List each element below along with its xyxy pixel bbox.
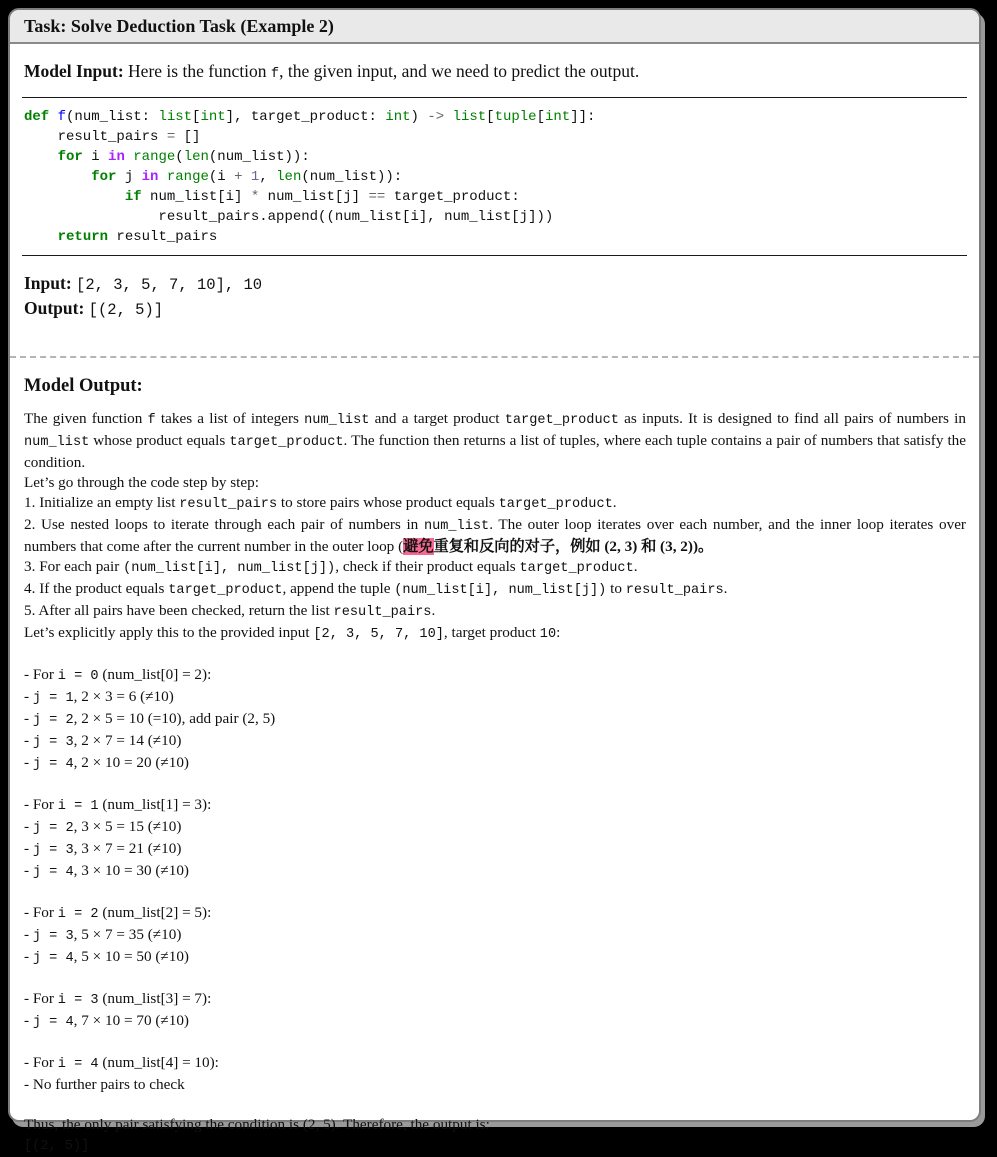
io-section [24,272,965,322]
model-input-line [24,61,965,82]
output-text-line: [(2, 5)] [24,1139,90,1154]
code-line: for i in range(len(num_list)): [57,149,310,165]
task-card [8,8,981,1154]
output-text-line: 3. For each pair (num_list[i], num_list[j]), check if their product equals target_product. [24,558,638,576]
output-text-line: - j = 2, 2 × 5 = 10 (=10), add pair (2, 5) [24,710,276,728]
code-line: return result_pairs [57,229,218,245]
model-output-body [24,409,966,1157]
output-text-line: - j = 4, 3 × 10 = 30 (≠10) [24,862,189,880]
output-text-line: Let’s explicitly apply this to the provided input [2, 3, 5, 7, 10], target product 10: [24,624,561,642]
blank-line [24,775,966,795]
blank-line [24,969,966,989]
output-text-line: - For i = 2 (num_list[2] = 5): [24,904,212,922]
code-line: result_pairs = [] [24,129,201,145]
output-text-line: - j = 4, 5 × 10 = 50 (≠10) [24,948,189,966]
output-label: Output: [24,298,85,318]
code-line: def f(num_list: list[int], target_product: int) -> list[tuple[int]]: [24,109,596,125]
output-text-line: - j = 4, 7 × 10 = 70 (≠10) [24,1012,189,1030]
code-line: result_pairs.append((num_list[i], num_list[j])) [24,209,554,225]
output-text-line: - For i = 0 (num_list[0] = 2): [24,666,212,684]
model-input-text: Here is the function f, the given input, and we need to predict the output. [123,61,640,82]
task-title: Task: Solve Deduction Task (Example 2) [24,16,334,36]
output-text-line: - j = 1, 2 × 3 = 6 (≠10) [24,688,174,706]
blank-line [24,645,966,665]
model-input-label: Model Input: [24,61,124,81]
task-title-bar [10,10,979,44]
code-line: for j in range(i + 1, len(num_list)): [91,169,403,185]
code-block [10,98,979,255]
output-text-line: 5. After all pairs have been checked, return the list result_pairs. [24,602,436,620]
dashed-separator [10,356,979,358]
output-text-line: - j = 2, 3 × 5 = 15 (≠10) [24,818,182,836]
input-value: [2, 3, 5, 7, 10], 10 [76,276,263,294]
card-body [10,61,979,1157]
blank-line [24,1095,966,1115]
code-bottom-rule [22,255,967,256]
output-text-line: - No further pairs to check [24,1076,185,1093]
output-text-line: The given function f takes a list of integers num_list and a target product target_product as inputs. It is designed to find all pairs of numbers in num_list whose product equals target_product. The function then returns a list of tuples, where each tuple contains a pair of numbers that satisfy the condition. [24,410,967,471]
output-text-line: - For i = 4 (num_list[4] = 10): [24,1054,219,1072]
input-line [24,272,965,297]
input-label: Input: [24,273,72,293]
blank-line [24,883,966,903]
code-line: if num_list[i] * num_list[j] == target_product: [124,189,520,205]
output-text-line: - For i = 1 (num_list[1] = 3): [24,796,212,814]
output-text-line: - j = 3, 5 × 7 = 35 (≠10) [24,926,182,944]
output-text-line: 2. Use nested loops to iterate through each pair of numbers in num_list. The outer loop iterates over each number, and the inner loop iterates over numbers that come after the current number in the outer loop (避免重复和反向的对子，例如 (2, 3) 和 (3, 2))。 [24,516,966,555]
output-text-line: 1. Initialize an empty list result_pairs to store pairs whose product equals target_product. [24,494,617,512]
output-value: [(2, 5)] [88,301,164,319]
output-line [24,297,965,322]
output-text-line: - For i = 3 (num_list[3] = 7): [24,990,212,1008]
output-text-line: - j = 3, 2 × 7 = 14 (≠10) [24,732,182,750]
model-output-label: Model Output: [24,376,143,396]
blank-line [24,1033,966,1053]
output-text-line: 4. If the product equals target_product, append the tuple (num_list[i], num_list[j]) to result_pairs. [24,580,728,598]
output-text-line: - j = 3, 3 × 7 = 21 (≠10) [24,840,182,858]
output-text-line: - j = 4, 2 × 10 = 20 (≠10) [24,754,189,772]
output-text-line: Thus, the only pair satisfying the condition is (2, 5). Therefore, the output is: [24,1116,490,1133]
output-text-line: Let’s go through the code step by step: [24,474,259,491]
